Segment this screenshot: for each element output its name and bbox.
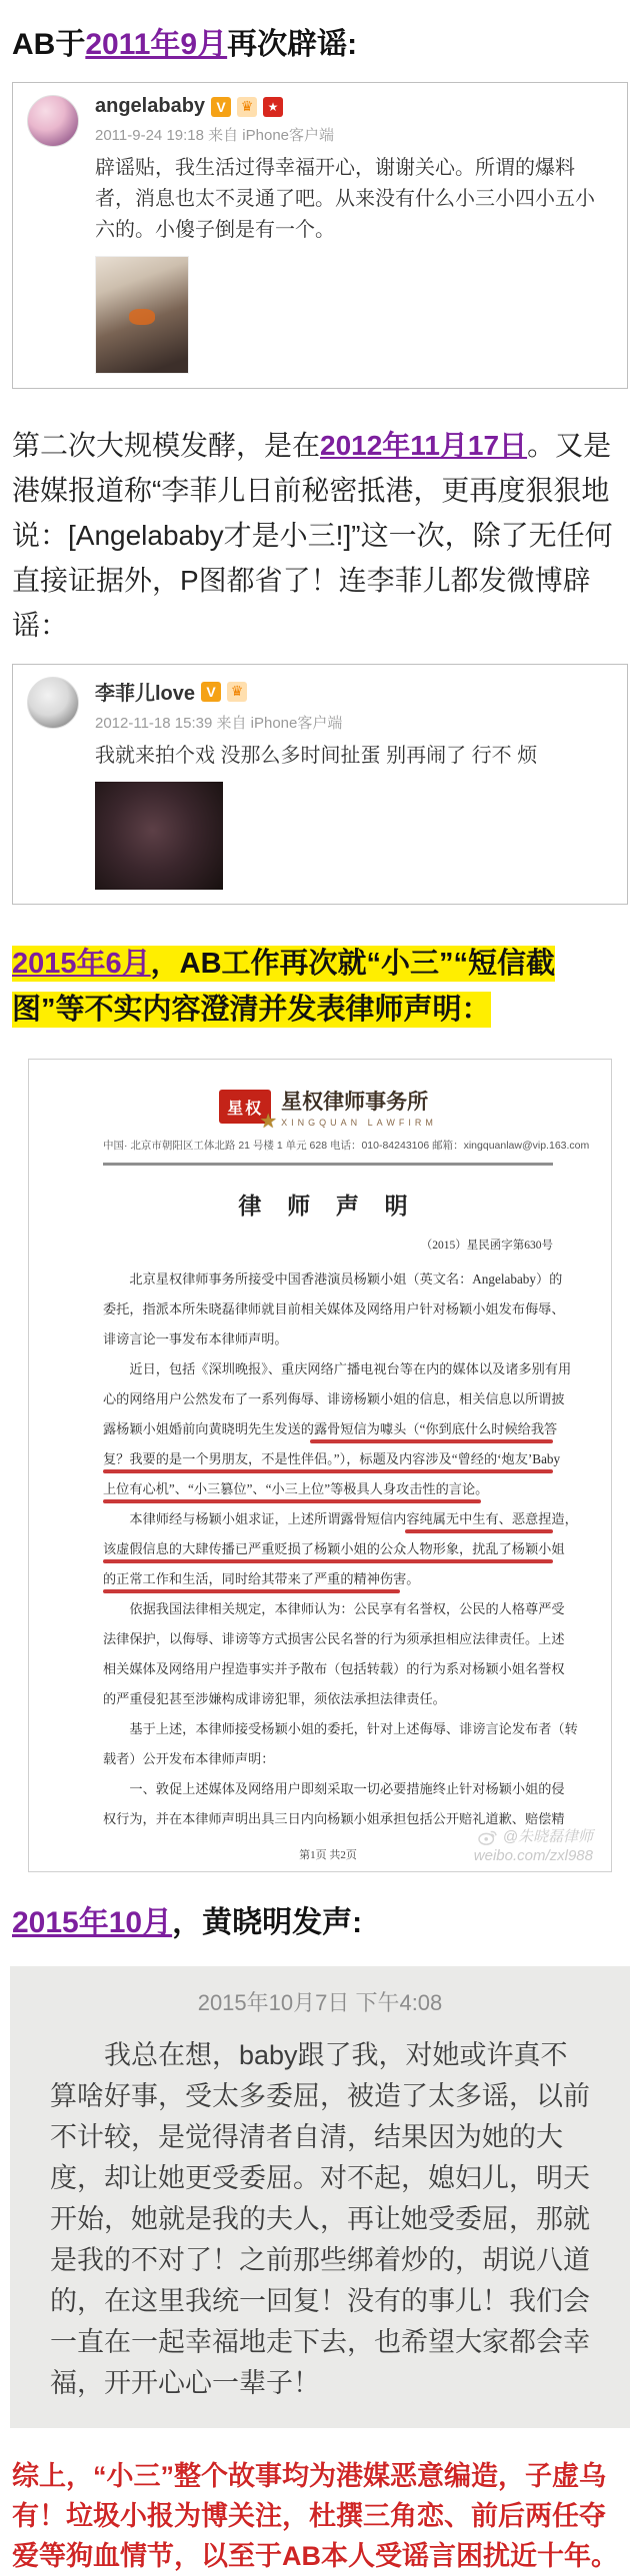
statement-line: 基于上述，本律师接受杨颖小姐的委托，针对上述侮辱、诽谤言论发布者（转 bbox=[129, 1721, 578, 1736]
statement-line: 的正常工作和生活，同时给其带来了严重的精神伤害。 bbox=[103, 1564, 553, 1594]
article-page bbox=[0, 24, 640, 2576]
red-underline bbox=[405, 1529, 554, 1533]
watermark bbox=[474, 1827, 593, 1865]
header-divider bbox=[103, 1163, 553, 1166]
watermark-url: weibo.com/zxl988 bbox=[473, 1847, 593, 1864]
avatar-angelababy[interactable] bbox=[27, 95, 79, 147]
post-timestamp: 2012-11-18 15:39 来自 iPhone客户端 bbox=[95, 715, 343, 732]
statement-line: 法律保护，以侮辱、诽谤等方式损害公民名誉的行为须承担相应法律责任。上述 bbox=[103, 1631, 565, 1646]
paragraph-2012-prefix: 第二次大规模发酵，是在 bbox=[12, 430, 321, 461]
statement-line: 近日，包括《深圳晚报》、重庆网络广播电视台等在内的媒体以及诸多别有用 bbox=[129, 1361, 572, 1376]
lawfirm-logo-text: 星权 bbox=[227, 1100, 264, 1118]
red-underline bbox=[103, 1469, 553, 1473]
paragraph-2012-suffix: 。又是港媒报道称“李菲儿日前秘密抵港，更再度狠狠地说：[Angelababy才是小三!]”这一次，除了无任何直接证据外，P图都省了！连李菲儿都发微博辟谣： bbox=[12, 430, 613, 641]
red-underline bbox=[103, 1499, 481, 1503]
date-link-2012-11-17[interactable]: 2012年11月17日 bbox=[320, 430, 528, 461]
vip-crown-icon: ♛ bbox=[237, 97, 257, 117]
statement-line: 依据我国法律相关规定，本律师认为：公民享有名誉权，公民的人格尊严受 bbox=[129, 1601, 565, 1616]
lawyer-statement-document bbox=[28, 1059, 612, 1872]
huangxiaoming-statement-box bbox=[10, 1966, 630, 2428]
username-lifeier[interactable]: 李菲儿love bbox=[95, 683, 196, 705]
statement-body bbox=[103, 1265, 578, 1834]
statement-text: 我总在想，baby跟了我，对她或许真不算啥好事，受太多委屈，被造了太多谣，以前不计较，是觉得清者自清，结果因为她的大度，却让她更受委屈。对不起，媳妇儿，明天开始，她就是我的夫人，再让她受委屈，那就是我的不对了！之前那些绑着炒的，胡说八道的，在这里我统一回复！没有的事儿！我们会一直在一起幸福地走下去，也希望大家都会幸福，开开心心一辈子！ bbox=[50, 2040, 590, 2398]
statement-line: 载者）公开发布本律师声明： bbox=[103, 1751, 275, 1766]
summary-paragraph: 综上，“小三”整个故事均为港媒恶意编造，子虚乌有！垃圾小报为博关注，杜撰三角恋、前后两任夺爱等狗血情节，以至于AB本人受谣言困扰近十年。 bbox=[12, 2461, 618, 2571]
verified-v-icon: V bbox=[201, 682, 221, 702]
statement-line: 该虚假信息的大肆传播已严重贬损了杨颖小姐的公众人物形象，扰乱了杨颖小姐 bbox=[103, 1534, 553, 1564]
username-angelababy[interactable]: angelababy bbox=[95, 95, 206, 117]
heading-2011-prefix: AB于 bbox=[12, 28, 86, 61]
lawfirm-name-en: XINGQUAN LAWFIRM bbox=[281, 1118, 437, 1128]
red-badge-icon: ★ bbox=[263, 97, 283, 117]
post-photo-woman bbox=[95, 256, 189, 374]
weibo-card-angelababy bbox=[12, 82, 628, 389]
heading-2015-10 bbox=[12, 1902, 628, 1944]
weibo-logo-icon bbox=[477, 1828, 499, 1846]
post-timestamp: 2011-9-24 19:18 来自 iPhone客户端 bbox=[95, 127, 335, 144]
statement-line: 心的网络用户公然发布了一系列侮辱、诽谤杨颖小姐的信息，相关信息以所谓披 bbox=[103, 1391, 565, 1406]
statement-line: 露杨颖小姐婚前向黄晓明先生发送的露骨短信为噱头（“你到底什么时候给我答 bbox=[103, 1414, 553, 1444]
statement-line: 权行为，并在本律师声明出具三日内向杨颖小姐承担包括公开赔礼道歉、赔偿精 bbox=[103, 1811, 565, 1826]
paragraph-2012 bbox=[12, 423, 626, 648]
post-text: 我就来拍个戏 没那么多时间扯蛋 别再闹了 行不 烦 bbox=[95, 745, 538, 767]
date-link-2015-10[interactable]: 2015年10月 bbox=[12, 1906, 173, 1939]
photo-detail bbox=[129, 309, 155, 325]
heading-2015-6 bbox=[12, 941, 626, 1033]
avatar-lifeier[interactable] bbox=[27, 677, 79, 729]
red-underline bbox=[310, 1439, 553, 1443]
statement-line: 复？我要的是一个男朋友，不是性伴侣。”），标题及内容涉及“曾经的‘炮友’Baby bbox=[103, 1444, 553, 1474]
statement-line: 相关媒体及网络用户捏造事实并予散布（包括转载）的行为系对杨颖小姐名誉权 bbox=[103, 1661, 565, 1676]
heading-2011 bbox=[12, 24, 628, 66]
date-link-2011-9[interactable]: 2011年9月 bbox=[85, 28, 228, 61]
post-text: 辟谣贴，我生活过得幸福开心，谢谢关心。所谓的爆料者，消息也太不灵通了吧。从来没有什么小三小四小五小六的。小傻子倒是有一个。 bbox=[95, 157, 595, 241]
statement-line: 北京星权律师事务所接受中国香港演员杨颖小姐（英文名：Angelababy）的 bbox=[129, 1272, 563, 1287]
statement-line: 一、敦促上述媒体及网络用户即刻采取一切必要措施终止针对杨颖小姐的侵 bbox=[129, 1781, 565, 1796]
statement-ref-number: （2015）星民函字第630号 bbox=[420, 1240, 553, 1252]
heading-2015-6-text: ，AB工作再次就“小三”“短信截图”等不实内容澄清并发表律师声明： bbox=[12, 948, 556, 1026]
logo-star-icon: ★ bbox=[259, 1111, 280, 1133]
post-photo-dark-gesture bbox=[95, 782, 223, 890]
lawfirm-address: 中国· 北京市朝阳区工体北路 21 号楼 1 单元 628 电话：010-84243106 邮箱：xingquanlaw@vip.163.com bbox=[103, 1140, 590, 1152]
weibo-card-lifeier bbox=[12, 664, 628, 905]
page-number: 第1页 共2页 bbox=[299, 1849, 357, 1861]
watermark-handle: @朱晓磊律师 bbox=[502, 1828, 593, 1845]
statement-title: 律 师 声 明 bbox=[238, 1194, 418, 1219]
date-link-2015-6[interactable]: 2015年6月 bbox=[12, 948, 151, 980]
lawfirm-name-cn: 星权律师事务所 bbox=[281, 1090, 429, 1114]
statement-line: 本律师经与杨颖小姐求证，上述所谓露骨短信内容纯属无中生有、恶意捏造， bbox=[103, 1504, 553, 1534]
statement-line: 上位有心机”、“小三篡位”、“小三上位”等极具人身攻击性的言论。 bbox=[103, 1474, 553, 1504]
statement-line: 诽谤言论一事发布本律师声明。 bbox=[103, 1331, 288, 1346]
heading-2011-suffix: 再次辟谣: bbox=[227, 28, 358, 61]
lawfirm-logo-icon bbox=[219, 1090, 280, 1133]
lawfirm-header bbox=[103, 1086, 553, 1133]
verified-v-icon: V bbox=[211, 97, 231, 117]
heading-2015-10-suffix: ，黄晓明发声: bbox=[172, 1906, 363, 1939]
statement-line: 的严重侵犯甚至涉嫌构成诽谤犯罪，须依法承担法律责任。 bbox=[103, 1691, 446, 1706]
red-underline bbox=[103, 1589, 400, 1593]
vip-crown-icon: ♛ bbox=[227, 682, 247, 702]
statement-line: 委托，指派本所朱晓磊律师就目前相关媒体及网络用户针对杨颖小姐发布侮辱、 bbox=[103, 1301, 565, 1316]
red-underline bbox=[103, 1559, 553, 1563]
statement-timestamp: 2015年10月7日 下午4:08 bbox=[197, 1990, 443, 2015]
